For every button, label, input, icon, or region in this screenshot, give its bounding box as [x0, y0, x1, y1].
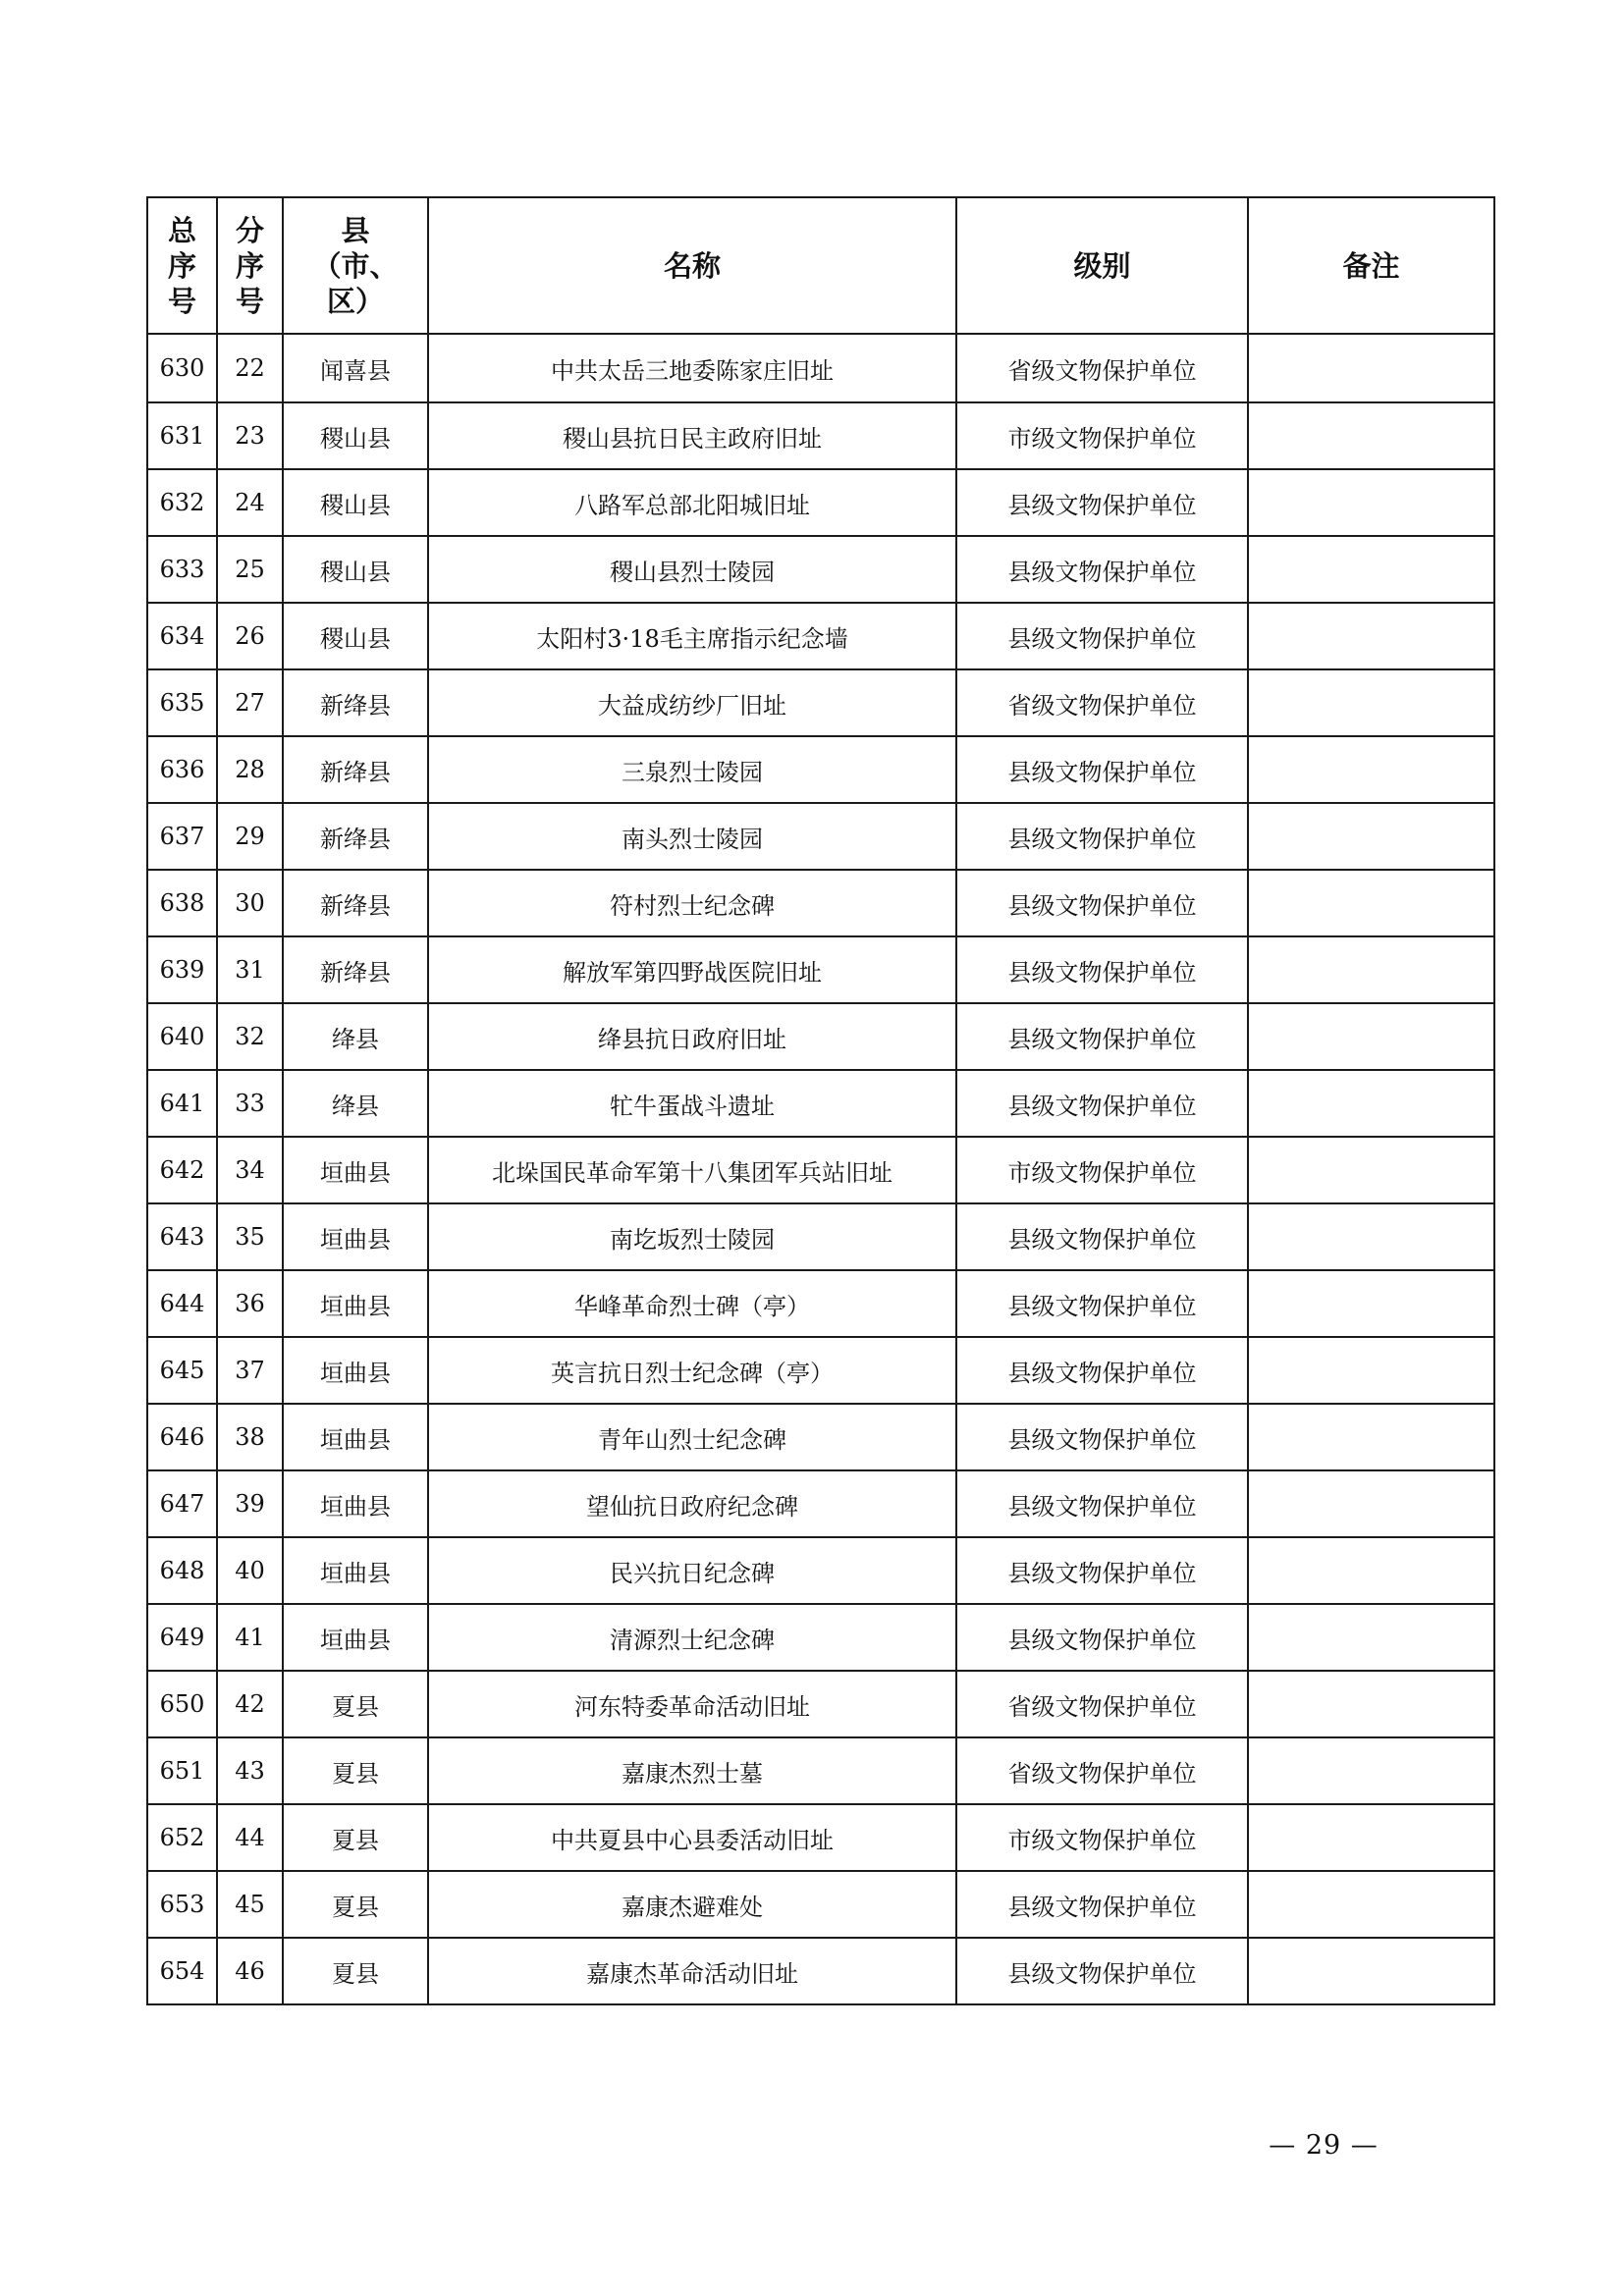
cell-county: 垣曲县 [283, 1337, 428, 1404]
cell-sub-no: 29 [217, 803, 283, 870]
cell-total-no: 646 [147, 1404, 217, 1470]
cell-sub-no: 39 [217, 1470, 283, 1537]
cell-total-no: 640 [147, 1003, 217, 1070]
cell-remark [1248, 669, 1494, 736]
cell-total-no: 638 [147, 870, 217, 936]
cell-remark [1248, 936, 1494, 1003]
cell-total-no: 636 [147, 736, 217, 803]
cell-remark [1248, 469, 1494, 536]
table-row [147, 1871, 1494, 1938]
table-row [147, 1671, 1494, 1737]
cell-county: 垣曲县 [283, 1270, 428, 1337]
header-sub-no-line: 序 [235, 248, 264, 283]
header-total-no [147, 197, 217, 334]
cell-remark [1248, 1404, 1494, 1470]
cell-sub-no: 33 [217, 1070, 283, 1137]
table-row [147, 1938, 1494, 2004]
cell-total-no: 632 [147, 469, 217, 536]
cell-total-no: 650 [147, 1671, 217, 1737]
cell-sub-no: 23 [217, 402, 283, 469]
cell-level: 县级文物保护单位 [956, 1003, 1248, 1070]
header-county [283, 197, 428, 334]
cell-total-no: 631 [147, 402, 217, 469]
cell-county: 垣曲县 [283, 1404, 428, 1470]
cell-remark [1248, 1804, 1494, 1871]
cell-remark [1248, 603, 1494, 669]
cell-remark [1248, 1470, 1494, 1537]
cell-county: 垣曲县 [283, 1604, 428, 1671]
cell-county: 垣曲县 [283, 1537, 428, 1604]
table-row [147, 469, 1494, 536]
cell-county: 稷山县 [283, 402, 428, 469]
cell-sub-no: 32 [217, 1003, 283, 1070]
cell-total-no: 644 [147, 1270, 217, 1337]
heritage-sites-table [146, 196, 1495, 2005]
cell-remark [1248, 536, 1494, 603]
cell-remark [1248, 1070, 1494, 1137]
cell-level: 县级文物保护单位 [956, 936, 1248, 1003]
header-sub-no-line: 分 [235, 213, 264, 247]
cell-county: 夏县 [283, 1671, 428, 1737]
header-total-no-line: 序 [167, 248, 196, 283]
table-row [147, 334, 1494, 402]
cell-level: 省级文物保护单位 [956, 669, 1248, 736]
cell-county: 新绛县 [283, 736, 428, 803]
table-row [147, 803, 1494, 870]
cell-level: 县级文物保护单位 [956, 1404, 1248, 1470]
cell-sub-no: 27 [217, 669, 283, 736]
cell-level: 省级文物保护单位 [956, 1671, 1248, 1737]
cell-sub-no: 35 [217, 1203, 283, 1270]
cell-sub-no: 30 [217, 870, 283, 936]
cell-name: 中共夏县中心县委活动旧址 [428, 1804, 956, 1871]
cell-name: 望仙抗日政府纪念碑 [428, 1470, 956, 1537]
table-row [147, 736, 1494, 803]
cell-sub-no: 40 [217, 1537, 283, 1604]
cell-level: 县级文物保护单位 [956, 736, 1248, 803]
table-row [147, 402, 1494, 469]
cell-remark [1248, 1604, 1494, 1671]
cell-name: 民兴抗日纪念碑 [428, 1537, 956, 1604]
cell-remark [1248, 1270, 1494, 1337]
cell-total-no: 643 [147, 1203, 217, 1270]
cell-remark [1248, 1337, 1494, 1404]
cell-county: 夏县 [283, 1871, 428, 1938]
header-total-no-line: 总 [167, 213, 196, 247]
cell-county: 绛县 [283, 1003, 428, 1070]
cell-county: 垣曲县 [283, 1470, 428, 1537]
header-sub-no [217, 197, 283, 334]
table-row [147, 1337, 1494, 1404]
cell-sub-no: 36 [217, 1270, 283, 1337]
cell-name: 嘉康杰烈士墓 [428, 1737, 956, 1804]
cell-sub-no: 41 [217, 1604, 283, 1671]
cell-name: 华峰革命烈士碑（亭） [428, 1270, 956, 1337]
cell-county: 稷山县 [283, 536, 428, 603]
cell-total-no: 639 [147, 936, 217, 1003]
cell-remark [1248, 1537, 1494, 1604]
table-header-row [147, 197, 1494, 334]
cell-county: 绛县 [283, 1070, 428, 1137]
cell-total-no: 649 [147, 1604, 217, 1671]
cell-name: 牤牛蛋战斗遗址 [428, 1070, 956, 1137]
cell-sub-no: 46 [217, 1938, 283, 2004]
cell-total-no: 654 [147, 1938, 217, 2004]
cell-name: 八路军总部北阳城旧址 [428, 469, 956, 536]
page-number: — 29 — [1269, 2130, 1379, 2161]
table-row [147, 1404, 1494, 1470]
cell-name: 青年山烈士纪念碑 [428, 1404, 956, 1470]
cell-total-no: 642 [147, 1137, 217, 1203]
cell-total-no: 630 [147, 334, 217, 402]
cell-total-no: 645 [147, 1337, 217, 1404]
cell-sub-no: 34 [217, 1137, 283, 1203]
cell-sub-no: 22 [217, 334, 283, 402]
table-row [147, 1003, 1494, 1070]
cell-level: 省级文物保护单位 [956, 1737, 1248, 1804]
cell-remark [1248, 1671, 1494, 1737]
cell-name: 南圪坂烈士陵园 [428, 1203, 956, 1270]
cell-name: 符村烈士纪念碑 [428, 870, 956, 936]
cell-sub-no: 37 [217, 1337, 283, 1404]
cell-remark [1248, 803, 1494, 870]
cell-name: 南头烈士陵园 [428, 803, 956, 870]
cell-county: 新绛县 [283, 936, 428, 1003]
cell-total-no: 637 [147, 803, 217, 870]
cell-sub-no: 31 [217, 936, 283, 1003]
cell-total-no: 641 [147, 1070, 217, 1137]
cell-sub-no: 45 [217, 1871, 283, 1938]
cell-level: 省级文物保护单位 [956, 334, 1248, 402]
table-row [147, 603, 1494, 669]
cell-name: 清源烈士纪念碑 [428, 1604, 956, 1671]
cell-remark [1248, 736, 1494, 803]
cell-total-no: 651 [147, 1737, 217, 1804]
cell-name: 北垛国民革命军第十八集团军兵站旧址 [428, 1137, 956, 1203]
cell-level: 市级文物保护单位 [956, 1804, 1248, 1871]
cell-name: 解放军第四野战医院旧址 [428, 936, 956, 1003]
cell-sub-no: 25 [217, 536, 283, 603]
table-row [147, 1070, 1494, 1137]
header-name: 名称 [428, 197, 956, 334]
cell-level: 县级文物保护单位 [956, 1604, 1248, 1671]
cell-level: 县级文物保护单位 [956, 1470, 1248, 1537]
cell-remark [1248, 1737, 1494, 1804]
cell-total-no: 634 [147, 603, 217, 669]
cell-name: 河东特委革命活动旧址 [428, 1671, 956, 1737]
cell-level: 县级文物保护单位 [956, 1203, 1248, 1270]
cell-level: 县级文物保护单位 [956, 870, 1248, 936]
cell-county: 夏县 [283, 1737, 428, 1804]
header-county-line: 县 [341, 213, 370, 247]
cell-county: 垣曲县 [283, 1203, 428, 1270]
table-row [147, 1270, 1494, 1337]
cell-name: 太阳村3·18毛主席指示纪念墙 [428, 603, 956, 669]
cell-county: 夏县 [283, 1938, 428, 2004]
cell-county: 垣曲县 [283, 1137, 428, 1203]
cell-total-no: 635 [147, 669, 217, 736]
cell-remark [1248, 334, 1494, 402]
cell-name: 稷山县烈士陵园 [428, 536, 956, 603]
cell-level: 县级文物保护单位 [956, 1938, 1248, 2004]
cell-level: 县级文物保护单位 [956, 803, 1248, 870]
cell-level: 县级文物保护单位 [956, 1270, 1248, 1337]
cell-county: 新绛县 [283, 803, 428, 870]
cell-sub-no: 24 [217, 469, 283, 536]
cell-name: 绛县抗日政府旧址 [428, 1003, 956, 1070]
cell-total-no: 633 [147, 536, 217, 603]
cell-remark [1248, 1003, 1494, 1070]
cell-name: 稷山县抗日民主政府旧址 [428, 402, 956, 469]
table-body [147, 334, 1494, 2004]
header-sub-no-line: 号 [235, 284, 264, 318]
table-row [147, 1203, 1494, 1270]
header-remark: 备注 [1248, 197, 1494, 334]
cell-county: 新绛县 [283, 669, 428, 736]
cell-name: 嘉康杰革命活动旧址 [428, 1938, 956, 2004]
cell-name: 三泉烈士陵园 [428, 736, 956, 803]
table-row [147, 936, 1494, 1003]
cell-county: 夏县 [283, 1804, 428, 1871]
cell-level: 县级文物保护单位 [956, 1070, 1248, 1137]
cell-name: 嘉康杰避难处 [428, 1871, 956, 1938]
cell-name: 英言抗日烈士纪念碑（亭） [428, 1337, 956, 1404]
cell-name: 大益成纺纱厂旧址 [428, 669, 956, 736]
header-county-line: （市、 [312, 248, 399, 283]
cell-level: 县级文物保护单位 [956, 469, 1248, 536]
table-row [147, 870, 1494, 936]
cell-remark [1248, 1871, 1494, 1938]
cell-level: 县级文物保护单位 [956, 1871, 1248, 1938]
cell-total-no: 653 [147, 1871, 217, 1938]
table-row [147, 536, 1494, 603]
cell-level: 县级文物保护单位 [956, 603, 1248, 669]
cell-county: 新绛县 [283, 870, 428, 936]
cell-county: 稷山县 [283, 469, 428, 536]
cell-total-no: 647 [147, 1470, 217, 1537]
table-row [147, 1804, 1494, 1871]
cell-county: 闻喜县 [283, 334, 428, 402]
cell-name: 中共太岳三地委陈家庄旧址 [428, 334, 956, 402]
cell-remark [1248, 1137, 1494, 1203]
cell-level: 县级文物保护单位 [956, 1537, 1248, 1604]
cell-level: 市级文物保护单位 [956, 402, 1248, 469]
table-row [147, 1137, 1494, 1203]
header-county-line: 区） [326, 284, 384, 318]
cell-level: 县级文物保护单位 [956, 1337, 1248, 1404]
table-row [147, 1604, 1494, 1671]
cell-sub-no: 26 [217, 603, 283, 669]
cell-sub-no: 44 [217, 1804, 283, 1871]
cell-level: 县级文物保护单位 [956, 536, 1248, 603]
cell-remark [1248, 402, 1494, 469]
cell-remark [1248, 1938, 1494, 2004]
cell-sub-no: 38 [217, 1404, 283, 1470]
cell-sub-no: 42 [217, 1671, 283, 1737]
cell-county: 稷山县 [283, 603, 428, 669]
header-level: 级别 [956, 197, 1248, 334]
header-total-no-line: 号 [167, 284, 196, 318]
cell-total-no: 652 [147, 1804, 217, 1871]
table-row [147, 669, 1494, 736]
table-row [147, 1470, 1494, 1537]
table-row [147, 1537, 1494, 1604]
cell-remark [1248, 1203, 1494, 1270]
table-row [147, 1737, 1494, 1804]
cell-total-no: 648 [147, 1537, 217, 1604]
cell-level: 市级文物保护单位 [956, 1137, 1248, 1203]
cell-sub-no: 43 [217, 1737, 283, 1804]
cell-remark [1248, 870, 1494, 936]
cell-sub-no: 28 [217, 736, 283, 803]
